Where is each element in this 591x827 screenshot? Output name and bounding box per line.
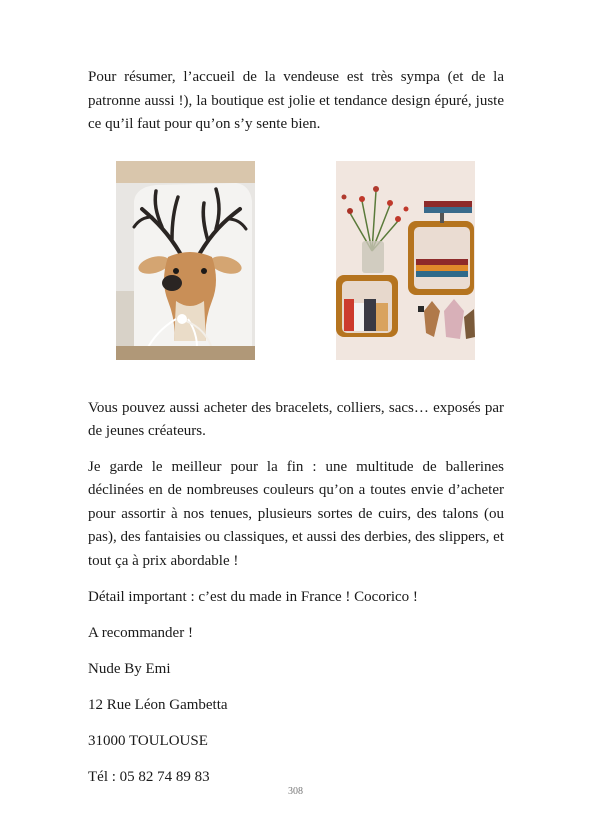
- street-address: 12 Rue Léon Gambetta: [88, 697, 228, 713]
- shop-name: Nude By Emi: [88, 661, 171, 677]
- city-line: 31000 TOULOUSE: [88, 733, 208, 749]
- deer-head-photo: [116, 161, 255, 360]
- shelves-photo: [336, 161, 475, 360]
- bracelets-paragraph: Vous pouvez aussi acheter des bracelets, colliers, sacs… exposés par de jeunes créateurs.: [88, 399, 504, 439]
- photo-row: [88, 161, 504, 361]
- ballerines-paragraph: Je garde le meilleur pour la fin : une multitude de ballerines déclinées en de nombreuses couleurs qu’on a toutes envie d’acheter pour assortir à nos tenues, plusieurs sortes de cuirs, des talons (ou pas), des fantaisies ou classiques, et aussi des derbies, des slippers, et tout ça à prix abordable !: [88, 458, 504, 569]
- phone-line: Tél : 05 82 74 89 83: [88, 769, 210, 785]
- intro-paragraph: Pour résumer, l’accueil de la vendeuse est très sympa (et de la patronne aussi !), la boutique est jolie et tendance design épuré, juste ce qu’il faut pour qu’on s’y sente bien.: [88, 69, 504, 132]
- recommend-line: A recommander !: [88, 625, 193, 641]
- page-number: 308: [288, 786, 303, 797]
- detail-line: Détail important : c’est du made in France ! Cocorico !: [88, 589, 418, 605]
- document-page: [88, 66, 504, 802]
